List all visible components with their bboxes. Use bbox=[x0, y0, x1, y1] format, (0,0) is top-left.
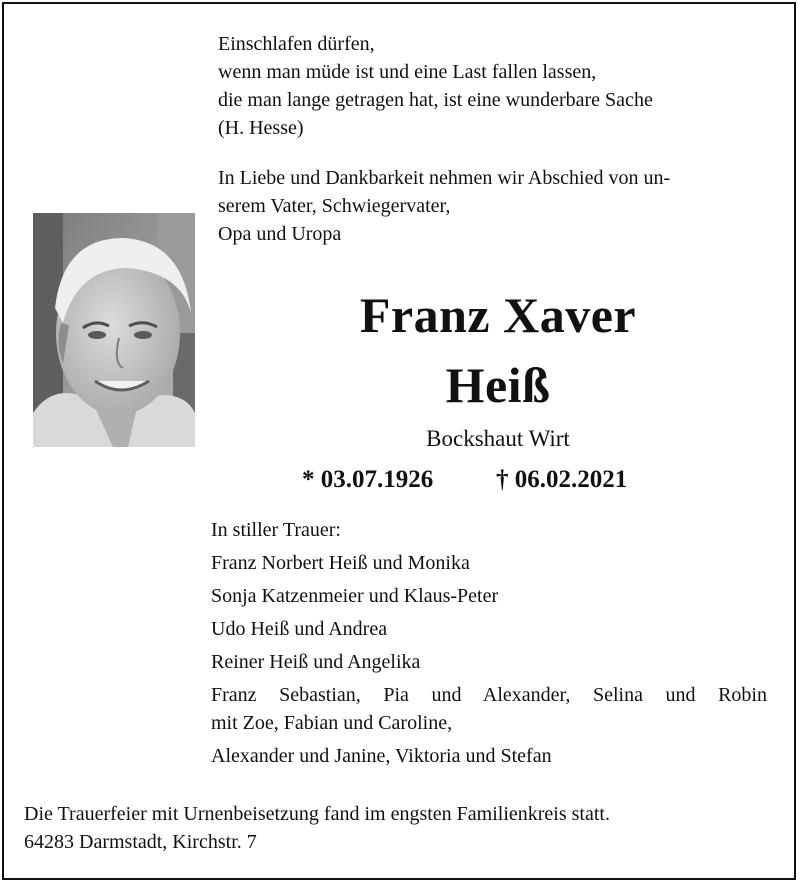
mourner-row: Reiner Heiß und Angelika bbox=[211, 651, 421, 673]
mourners-list bbox=[211, 516, 767, 775]
intro-line: Opa und Uropa bbox=[218, 223, 342, 245]
grandchildren-line: mit Zoe, Fabian und Caroline, bbox=[211, 712, 453, 734]
deceased-last-name: Heiß bbox=[445, 357, 551, 413]
intro-line: serem Vater, Schwiegervater, bbox=[218, 195, 451, 217]
mourner-row: Sonja Katzenmeier und Klaus-Peter bbox=[211, 585, 499, 607]
mourners-heading: In stiller Trauer: bbox=[211, 519, 341, 541]
intro-line: In Liebe und Dankbarkeit nehmen wir Abschied von un- bbox=[218, 167, 671, 189]
grandchildren-line: Franz Sebastian, Pia und Alexander, Selina und Robin bbox=[211, 684, 767, 706]
poem-line: Einschlafen dürfen, bbox=[218, 33, 375, 55]
poem-line: wenn man müde ist und eine Last fallen lassen, bbox=[218, 61, 597, 83]
address: 64283 Darmstadt, Kirchstr. 7 bbox=[24, 831, 257, 853]
mourner-row: Franz Norbert Heiß und Monika bbox=[211, 552, 470, 574]
poem-line: die man lange getragen hat, ist eine wunderbare Sache bbox=[218, 89, 653, 111]
birth-date: * 03.07.1926 bbox=[302, 466, 434, 493]
notice-footer bbox=[24, 800, 610, 856]
ceremony-note: Die Trauerfeier mit Urnenbeisetzung fand im engsten Familienkreis statt. bbox=[24, 803, 610, 825]
deceased-subtitle: Bockshaut Wirt bbox=[426, 426, 570, 451]
death-date: † 06.02.2021 bbox=[496, 466, 628, 493]
portrait-photo-icon bbox=[33, 213, 195, 447]
deceased-first-names: Franz Xaver bbox=[359, 287, 637, 343]
poem-author: (H. Hesse) bbox=[218, 117, 304, 139]
mourner-row: Udo Heiß und Andrea bbox=[211, 618, 388, 640]
farewell-intro bbox=[218, 164, 778, 248]
poem-quote bbox=[218, 30, 653, 142]
mourner-row: Alexander und Janine, Viktoria und Stefan bbox=[211, 745, 552, 767]
